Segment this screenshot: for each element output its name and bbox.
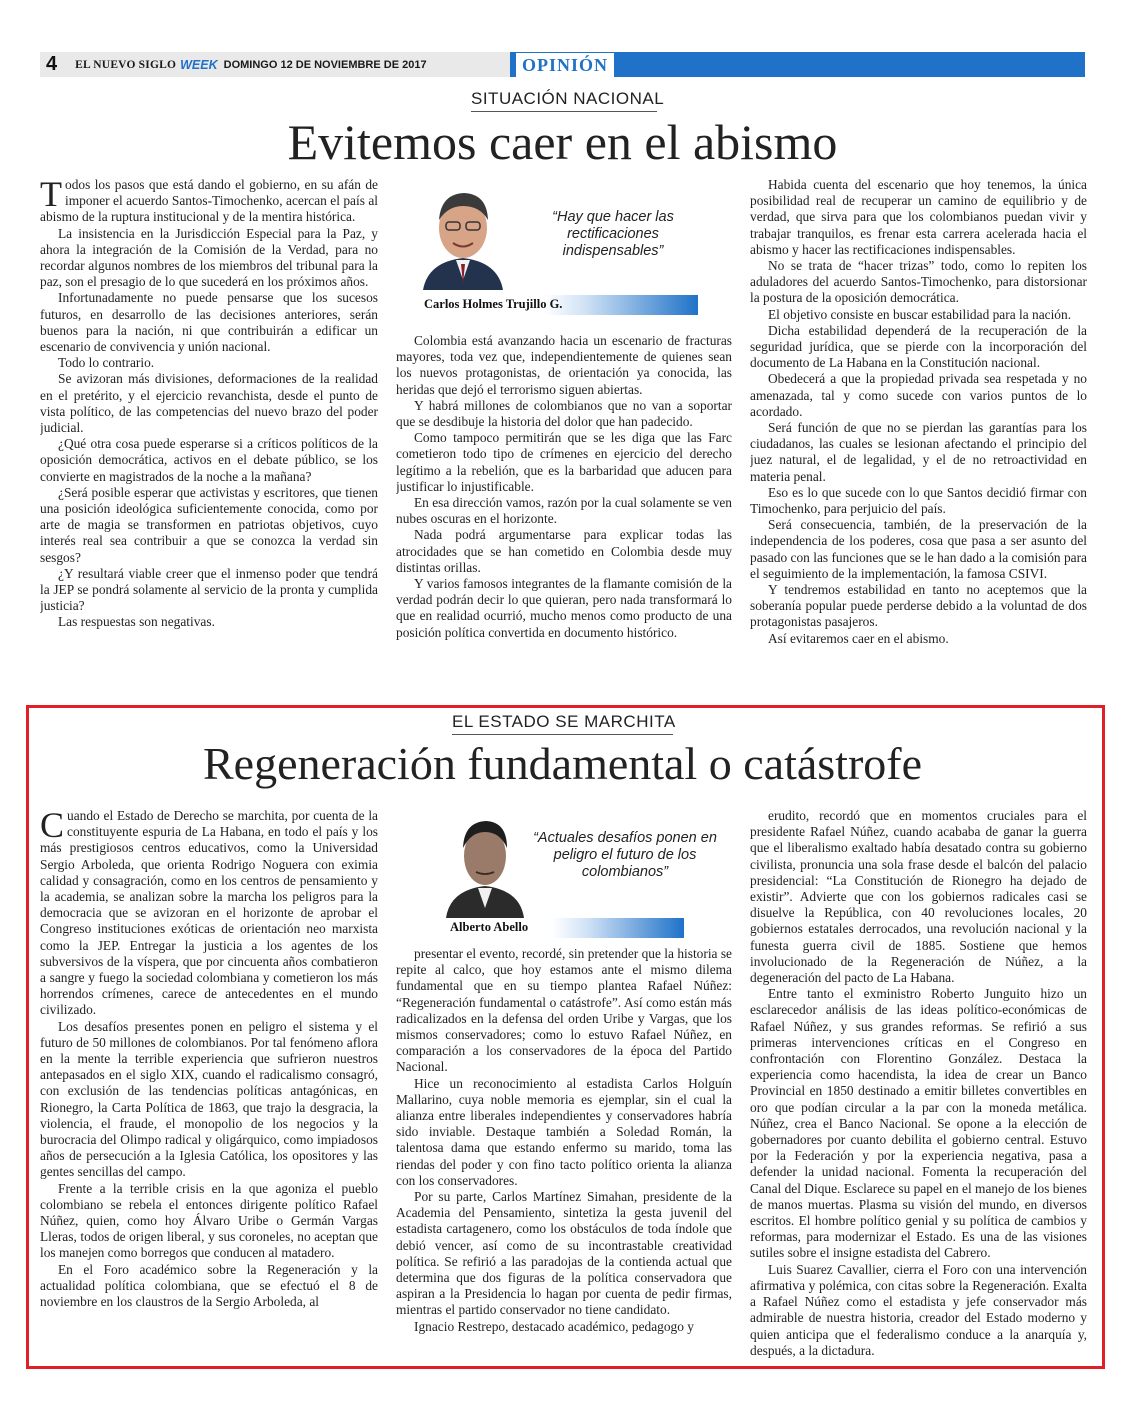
article2-col1-para: Cuando el Estado de Derecho se marchita, por cuenta de la constituyente espuria de La Habana, en todo el país y los más prestigiosos centros educativos, como la Universidad Sergio Arboleda, que orienta Rodrigo Noguera con eximia calidad y consagración, como en los centros de pensamiento y la academia, se analizan sobre la marcha los peligros para la democracia que se avizoran en el horizonte de aprobar el Congreso instituciones exóticas de orientación neo marxista como la JEP. Entregar la justicia a los agentes de los subversivos de la víspera, que por cincuenta años combatieron a sangre y fuego la sociedad colombiana y cometieron los más horrendos crímenes, carece de antecedentes en el mundo civilizado. [40, 808, 378, 1018]
paragraph: Los desafíos presentes ponen en peligro el sistema y el futuro de 50 millones de colombianos. Por tal fenómeno aflora en la mente la terrible experiencia que sufrieron nuestros antepasados en el siglo XIX, cuando el radicalismo consagró, con exclusión de las tendencias políticas antagónicas, en Rionegro, la Carta Política de 1863, que trajo la desgracia, la violencia, el fraude, el monopolio de los negocios y la burocracia del Olimpo radical y oligárquico, como impiadosos años de persecución a la Iglesia Católica, los opositores y las gentes sencillas del campo. [40, 1018, 378, 1180]
paragraph: Será consecuencia, también, de la preservación de la independencia de los poderes, cosa que pasa a ser asunto del pasado con las funciones que se le han dado a la comisión para el seguimiento de la implementación, la famosa CSIVI. [750, 517, 1087, 581]
article1-author-box [396, 177, 706, 317]
article1-col1-para: Todos los pasos que está dando el gobierno, en su afán de imponer el acuerdo Santos-Timochenko, acercan el país al abismo de la ruptura institucional y de la mentira histórica. [40, 177, 378, 225]
paragraph: Se avizoran más divisiones, deformaciones de la realidad en el pretérito, y el ejercicio revanchista, desde el punto de vista político, de las competencias del nuevo brazo del poder judicial. [40, 371, 378, 436]
article1-column-3 [750, 177, 1087, 657]
paragraph: En esa dirección vamos, razón por la cual solamente se ven nubes oscuras en el horizonte. [396, 495, 732, 527]
paragraph: En el Foro académico sobre la Regeneración y la actualidad política colombiana, que se efectuó el 8 de noviembre en los claustros de la Sergio Arboleda, al [40, 1261, 378, 1310]
article1-kicker: SITUACIÓN NACIONAL [471, 89, 657, 112]
paragraph: Colombia está avanzando hacia un escenario de fracturas mayores, toda vez que, independientemente de quienes sean los nuevos protagonistas, de orientación ya conocida, las heridas que dejó el terrorismo siguen abiertas. [396, 333, 732, 397]
page-number: 4 [46, 53, 58, 75]
paragraph: Por su parte, Carlos Martínez Simahan, presidente de la Academia del Pensamiento, sintetiza la gesta juvenil del estadista cartagenero, como los obstáculos de toda índole que debió vencer, así como de su incontrastable creatividad política. Se refirió a las paradojas de la contienda actual que determina que dos figuras de la política conservadora que aspiran a la Presidencia lo hagan por cuenta de pedir firmas, mientras el partido conservador no tiene candidato. [396, 1189, 732, 1318]
article1-column-2 [396, 333, 732, 657]
paper-name: EL NUEVO SIGLO [75, 58, 177, 71]
paragraph: No se trata de “hacer trizas” todo, como lo repiten los aduladores del acuerdo Santos-Timochenko, para distorsionar la postura de la oposición democrática. [750, 258, 1087, 306]
paragraph: Y tendremos estabilidad en tanto no aceptemos que la soberanía popular puede perderse debido a la voluntad de dos protagonistas pasajeros. [750, 582, 1087, 630]
paragraph: Luis Suarez Cavallier, cierra el Foro con una intervención afirmativa y polémica, con citas sobre la Regeneración. Exalta a Rafael Núñez como el estadista y jefe conservador más admirable de nuestra historia, creador del Estado moderno y quien anticipa que el federalismo conduce a la anarquía y, después, a la dictadura. [750, 1261, 1087, 1358]
paragraph: Las respuestas son negativas. [58, 614, 215, 630]
paragraph: ¿Y resultará viable creer que el inmenso poder que tendrá la JEP se pondrá solamente al servicio de la pronta y cumplida justicia? [40, 565, 378, 614]
article2-kicker: EL ESTADO SE MARCHITA [452, 712, 673, 735]
article2-headline: Regeneración fundamental o catástrofe [202, 738, 923, 789]
paragraph: Hice un reconocimiento al estadista Carlos Holguín Mallarino, cuya noble memoria es ejemplar, sin el cual la alianza entre liberales independientes y conservadores habría sido inviable. Destaque también a Soledad Román, la talentosa dama que estando enfermo su marido, toma las riendas del poder y con fino tacto político orienta la alianza con los conservadores. [396, 1075, 732, 1188]
paragraph: Eso es lo que sucede con lo que Santos decidió firmar con Timochenko, para perjuicio del país. [750, 484, 1087, 517]
paragraph: Nada podrá argumentarse para explicar todas las atrocidades que se han cometido en Colombia desde muy distintas orillas. [396, 527, 732, 575]
paragraph: Como tampoco permitirán que se les diga que las Farc cometieron todo tipo de crímenes en ejercicio del derecho legítimo a la rebelión, que es la barbaridad que aducen para justificar lo injustificable. [396, 430, 732, 494]
article2-column-3 [750, 808, 1087, 1358]
paragraph: Dicha estabilidad dependerá de la recuperación de la seguridad jurídica, que se pierde con la incorporación del documento de La Habana en la Constitución nacional. [750, 322, 1087, 371]
paragraph: Todo lo contrario. [58, 355, 155, 371]
article2-column-1 [40, 808, 378, 1358]
article2-author: Alberto Abello [450, 920, 529, 934]
paragraph: La insistencia en la Jurisdicción Especial para la Paz, y ahora la integración de la Comisión de la Verdad, para no recordar algunos nombres de los miembros del tribunal para la paz, son el presagio de lo que sucederá en los próximos años. [40, 225, 378, 290]
article1-byline-bar [418, 295, 698, 315]
issue-date: DOMINGO 12 DE NOVIEMBRE DE 2017 [223, 58, 427, 71]
paragraph: El objetivo consiste en buscar estabilidad para la nación. [768, 306, 1072, 322]
paper-week: WEEK [180, 57, 218, 72]
paragraph: Frente a la terrible crisis en la que agoniza el pueblo colombiano se rebela el entonces dirigente político Rafael Núñez, quien, como hoy Álvaro Uribe o Germán Vargas Lleras, todos de origen liberal, y sus coroneles, no aceptan que los manejen como borregos que conducen al matadero. [40, 1180, 378, 1261]
article2-byline-bar [444, 918, 684, 938]
article2-author-box [396, 808, 726, 938]
paragraph: ¿Qué otra cosa puede esperarse si a críticos políticos de la oposición democrática, activos en el debate público, se los convierte en magistrados de la noche a la mañana? [40, 436, 378, 484]
author-portrait-icon [444, 810, 526, 918]
paragraph: Será función de que no se pierdan las garantías para los ciudadanos, las cuales se lesionan afectando el principio del juez natural, el de legalidad, y el de no retroactividad en materia penal. [750, 420, 1087, 484]
article1-pull-quote: “Hay que hacer las rectificaciones indispensables” [552, 209, 674, 259]
author-photo [418, 180, 508, 290]
paragraph: Ignacio Restrepo, destacado académico, pedagogo y [414, 1318, 694, 1334]
header-left-band [40, 52, 510, 77]
article1-column-1 [40, 177, 378, 657]
article1-author: Carlos Holmes Trujillo G. [424, 297, 563, 311]
article1-headline: Evitemos caer en el abismo [287, 114, 838, 170]
paragraph: Obedecerá a que la propiedad privada sea respetada y no amenazada, tal y como sucede con varios puntos de lo acordado. [750, 371, 1087, 419]
paragraph: ¿Será posible esperar que activistas y escritores, que tienen una posición ideológica suficientemente conocida, como por arte de magia se transformen en patriotas objetivos, cuyo interés real sea contribuir a que se conozca la verdad sin sesgos? [40, 484, 378, 565]
paragraph: presentar el evento, recordé, sin pretender que la historia se repite al calco, que hoy estamos ante el mismo dilema fundamental que en su tiempo plantea Rafael Núñez: “Regeneración fundamental o catástrofe”. Así como están más radicalizados en la defensa del orden Uribe y Vargas, que los mismos conservadores; como lo estuvo Rafael Núñez, en comparación a los conservadores de la época del Partido Nacional. [396, 946, 732, 1075]
article2-column-2 [396, 946, 732, 1358]
paragraph: erudito, recordó que en momentos cruciales para el presidente Rafael Núñez, cuando acababa de ganar la guerra que el liberalismo exaltado había desatado contra su gobierno civilista, pronuncia una sola frase desde el balcón del palacio presidencial: “La Constitución de Rionegro ha dejado de existir”. Advierte que con los gobiernos radicales casi se disuelve la República, con 40 revoluciones locales, 20 gobiernos estatales derrocados, una revolución nacional y la funesta guerra civil de 1885. Sostiene que hemos involucionado de la Regeneración de Núñez, a la degeneración del pacto de La Habana. [750, 808, 1087, 986]
paragraph: Infortunadamente no puede pensarse que los sucesos futuros, en desarrollo de las decisiones anteriores, serán buenos para la nación, ni que contribuirán a edificar un escenario de convivencia y unión nacional. [40, 290, 378, 355]
paragraph: Y habrá millones de colombianos que no van a soportar que se desdibuje la historia del dolor que han padecido. [396, 397, 732, 430]
author-photo [444, 810, 526, 918]
section-title: OPINIÓN [516, 53, 614, 77]
paragraph: Así evitaremos caer en el abismo. [768, 630, 949, 646]
paragraph: Y varios famosos integrantes de la flamante comisión de la verdad podrán decir lo que quieran, pero nada transformará lo que en realidad ocurrió, mucho menos como producto de una posición política convertida en documento histórico. [396, 576, 732, 640]
paragraph: Entre tanto el exministro Roberto Junguito hizo un esclarecedor análisis de las ideas político-económicas de Rafael Núñez, y sus grandes reformas. Se refirió a sus primeras intervenciones críticas en el Congreso en confrontación con Florentino González. Destaca la experiencia como hacendista, la idea de crear un Banco Provincial en 1850 destinado a emitir billetes convertibles en oro que podían circular a la par con la moneda metálica. Núñez, crea el Banco Nacional. Se opone a la elección de gobernadores por cuanto debilita el gobierno central. Estuvo por la Federación y por la experiencia negativa, pasa a defender la unidad nacional. Fomenta la recuperación del Canal del Dique. Esclarece su papel en el manejo de los bienes de manos muertas. Plasma su visión del mundo, en diversos escritos. El hombre político genial y su política de cambios y reformas, para modernizar el Estado. Es una de las visiones sutiles sobre el insigne estadista del Cabrero. [750, 986, 1087, 1261]
author-portrait-icon [418, 180, 508, 290]
article2-pull-quote: “Actuales desafíos ponen en peligro el futuro de los colombianos” [533, 830, 717, 880]
paragraph: Habida cuenta del escenario que hoy tenemos, la única posibilidad real de recuperar un camino de equilibrio y de verdad, que sirva para que los colombianos puedan vivir y trabajar tranquilos, es frenar esta carrera acelerada hacia el abismo y hacer las rectificaciones indispensables. [750, 177, 1087, 257]
